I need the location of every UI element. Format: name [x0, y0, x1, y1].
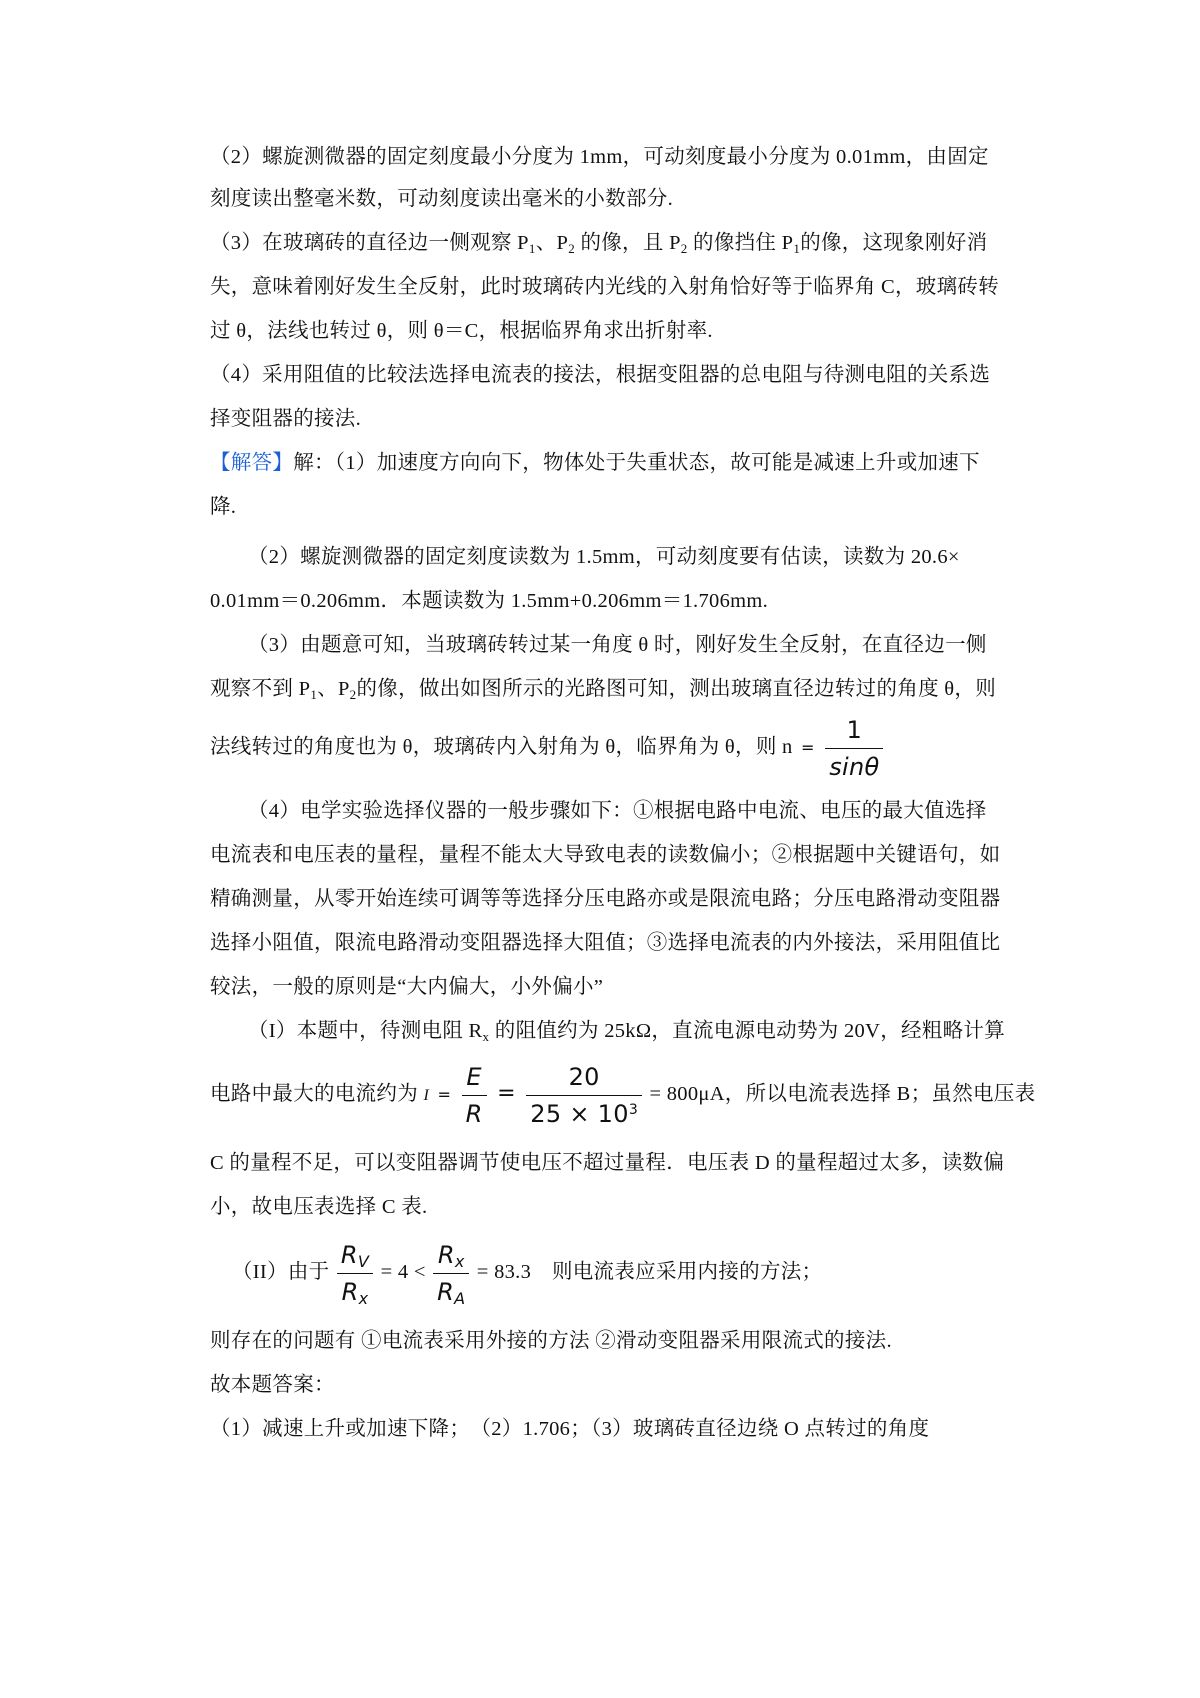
text-line: （1）减速上升或加速下降； （2）1.706；（3）玻璃砖直径边绕 O 点转过的角度	[210, 1418, 930, 1440]
fraction-current	[526, 1059, 642, 1132]
text-line: 刻度读出整毫米数，可动刻度读出毫米的小数部分.	[210, 188, 674, 210]
text-fragment: 、P	[317, 678, 350, 700]
text-fragment: 、P	[535, 232, 569, 254]
text-fragment: （3）在玻璃砖的直径边一侧观察 P	[210, 232, 529, 254]
equals-sign: =	[497, 1081, 516, 1106]
subscript: 2	[568, 241, 576, 256]
text-line: 降.	[210, 496, 237, 518]
text-fragment: 法线转过的角度也为 θ，玻璃砖内入射角为 θ，临界角为 θ，则 n	[210, 736, 793, 759]
text-line: 选择小阻值，限流电路滑动变阻器选择大阻值；③选择电流表的内外接法，采用阻值比	[210, 932, 1001, 954]
variable-R: R	[437, 1277, 455, 1306]
fraction-numerator: E	[462, 1059, 487, 1096]
text-fragment: 电路中最大的电流约为	[210, 1083, 418, 1105]
text-line: （4）电学实验选择仪器的一般步骤如下：①根据电路中电流、电压的最大值选择	[248, 800, 987, 822]
text-fragment: （I）本题中，待测电阻 R	[248, 1020, 483, 1042]
subscript: 1	[793, 241, 801, 256]
equals-sign: =	[437, 1085, 452, 1104]
fraction-refractive-index	[825, 712, 883, 785]
subscript: x	[454, 1251, 465, 1271]
subscript: A	[454, 1288, 466, 1308]
subscript: x	[482, 1029, 490, 1044]
subscript: 1	[528, 241, 536, 256]
subscript: 1	[310, 687, 318, 702]
text-line: 失，意味着刚好发生全反射，此时玻璃砖内光线的入射角恰好等于临界角 C，玻璃砖转	[210, 276, 999, 298]
text-fragment: （II）由于	[232, 1261, 330, 1283]
subscript: x	[358, 1288, 369, 1308]
text-line	[210, 712, 1030, 782]
fraction-denominator: R	[465, 1099, 483, 1128]
denominator-text: 25 × 10	[530, 1099, 629, 1128]
text-line: 过 θ，法线也转过 θ，则 θ＝C，根据临界角求出折射率.	[210, 320, 713, 342]
fraction-denominator	[433, 1274, 469, 1310]
text-line	[210, 1054, 1036, 1134]
variable-R: R	[340, 1240, 358, 1269]
text-line: （2）螺旋测微器的固定刻度最小分度为 1mm，可动刻度最小分度为 0.01mm，由固定	[210, 146, 989, 168]
text-line: 电流表和电压表的量程，量程不能太大导致电表的读数偏小；②根据题中关键语句，如	[210, 844, 1001, 866]
fraction-numerator: 20	[526, 1059, 642, 1096]
fraction-denominator	[526, 1096, 642, 1132]
superscript: 3	[628, 1101, 639, 1118]
text-line	[248, 1016, 1030, 1046]
text-line: 故本题答案：	[210, 1374, 335, 1396]
text-fragment: 观察不到 P	[210, 678, 311, 700]
text-line	[232, 1232, 1052, 1312]
fraction-denominator	[337, 1274, 373, 1310]
variable-R: R	[437, 1240, 455, 1269]
text-line: 精确测量，从零开始连续可调等等选择分压电路亦或是限流电路；分压电路滑动变阻器	[210, 888, 1001, 910]
fraction-Rx-over-RA	[433, 1237, 469, 1310]
text-line: （4）采用阻值的比较法选择电流表的接法，根据变阻器的总电阻与待测电阻的关系选	[210, 364, 991, 386]
fraction-RV-over-Rx	[337, 1237, 373, 1310]
text-fragment: = 83.3 则电流表应采用内接的方法；	[476, 1261, 823, 1283]
equals-sign: =	[801, 738, 815, 758]
fraction-numerator	[433, 1237, 469, 1274]
subscript: 2	[349, 687, 357, 702]
text-fragment: = 800μA，所以电流表选择 B；虽然电压表	[649, 1083, 1036, 1105]
fraction-numerator: 1	[825, 712, 883, 749]
text-line	[210, 228, 1030, 258]
subscript: V	[357, 1251, 370, 1271]
answer-tag: 【解答】	[210, 452, 294, 474]
text-fragment: 解：（1）加速度方向向下，物体处于失重状态，故可能是减速上升或加速下	[293, 452, 980, 474]
text-line: 则存在的问题有 ①电流表采用外接的方法 ②滑动变阻器采用限流式的接法.	[210, 1330, 892, 1352]
text-fragment: 的像，做出如图所示的光路图可知，测出玻璃直径边转过的角度 θ，则	[356, 678, 997, 700]
text-fragment: 的像挡住 P	[687, 232, 794, 254]
fraction-numerator	[337, 1237, 373, 1274]
fraction-E-over-R	[462, 1059, 487, 1132]
variable-I: I	[423, 1087, 430, 1104]
text-line	[210, 448, 1030, 478]
text-line: 较法，一般的原则是“大内偏大，小外偏小”	[210, 976, 604, 998]
fraction-denominator: sinθ	[829, 753, 880, 781]
text-line: （3）由题意可知，当玻璃砖转过某一角度 θ 时，刚好发生全反射，在直径边一侧	[248, 634, 987, 656]
variable-R: R	[341, 1277, 359, 1306]
comparison-text: = 4 <	[380, 1261, 426, 1283]
text-line	[210, 674, 1030, 704]
text-line: C 的量程不足，可以变阻器调节使电压不超过量程．电压表 D 的量程超过太多，读数偏	[210, 1152, 1005, 1174]
text-line: 0.01mm＝0.206mm．本题读数为 1.5mm+0.206mm＝1.706mm.	[210, 590, 769, 612]
text-fragment: 的阻值约为 25kΩ，直流电源电动势为 20V，经粗略计算	[489, 1020, 1006, 1042]
text-fragment: 的像，这现象刚好消	[800, 232, 988, 254]
text-line: 择变阻器的接法.	[210, 408, 362, 430]
text-line: 小，故电压表选择 C 表.	[210, 1196, 428, 1218]
subscript: 2	[680, 241, 688, 256]
text-fragment: 的像，且 P	[575, 232, 681, 254]
text-line: （2）螺旋测微器的固定刻度读数为 1.5mm，可动刻度要有估读，读数为 20.6×	[248, 546, 960, 568]
